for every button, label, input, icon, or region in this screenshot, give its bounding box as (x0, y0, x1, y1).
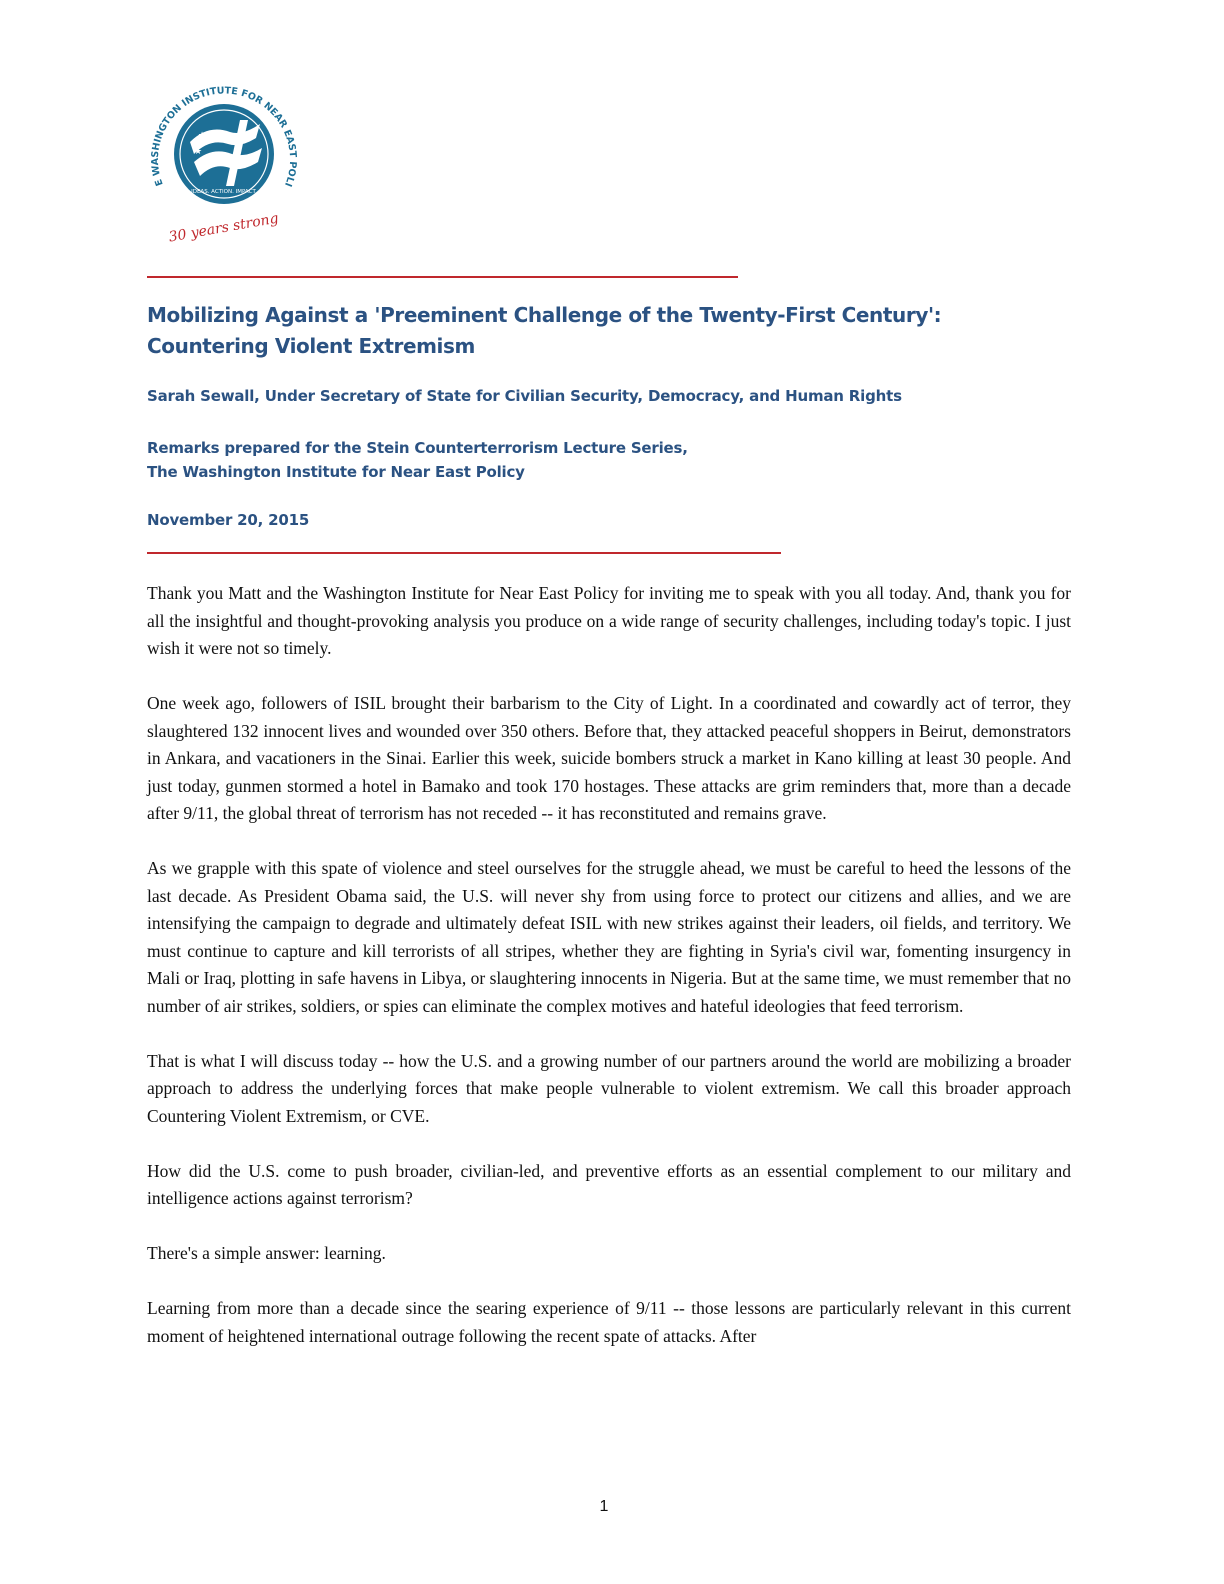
venue-block (147, 436, 688, 484)
speaker-line: Sarah Sewall, Under Secretary of State for Civilian Security, Democracy, and Human Rights (147, 387, 902, 405)
title-line-2: Countering Violent Extremism (147, 334, 475, 358)
paragraph: How did the U.S. come to push broader, civilian-led, and preventive efforts as an essential complement to our military and intelligence actions against terrorism? (147, 1160, 1071, 1208)
paragraph: Learning from more than a decade since the searing experience of 9/11 -- those lessons are particularly relevant in this current moment of heightened international outrage following the recent spate of attacks. After (147, 1298, 1071, 1346)
logo-ring-text: E WASHINGTON INSTITUTE FOR NEAR EAST POLI (149, 85, 299, 189)
svg-text:★: ★ (198, 163, 207, 173)
paragraph: That is what I will discuss today -- how the U.S. and a growing number of our partners around the world are mobilizing a broader approach to address the underlying forces that make people vulnerable to violent extremism. We call this broader approach Countering Violent Extremism, or CVE. (147, 1050, 1071, 1126)
paragraph: Thank you Matt and the Washington Institute for Near East Policy for inviting me to speak with you all today. And, thank you for all the insightful and thought-provoking analysis you produce on a wide range of security challenges, including today's topic. I just wish it were not so timely. (147, 583, 1071, 658)
venue-line-2: The Washington Institute for Near East Policy (147, 463, 525, 481)
header-bottom-rule (147, 552, 781, 554)
institute-logo (138, 62, 310, 248)
paragraph: There's a simple answer: learning. (147, 1243, 386, 1263)
title-line-1: Mobilizing Against a 'Preeminent Challenge of the Twenty-First Century': (147, 303, 942, 327)
svg-text:★: ★ (194, 147, 203, 157)
paragraph: As we grapple with this spate of violence and steel ourselves for the struggle ahead, we must be careful to heed the lessons of the last decade. As President Obama said, the U.S. will never shy from using force to protect our citizens and allies, and we are intensifying the campaign to degrade and ultimately defeat ISIL with new strikes against their leaders, oil fields, and territory. We must continue to capture and kill terrorists of all stripes, whether they are fighting in Syria's civil war, fomenting insurgency in Mali or Iraq, plotting in safe havens in Libya, or slaughtering innocents in Nigeria. But at the same time, we must remember that no number of air strikes, soldiers, or spies can eliminate the complex motives and hateful ideologies that feed terrorism. (147, 858, 1071, 1016)
logo-anniversary: 30 years strong (167, 210, 280, 246)
paragraph: One week ago, followers of ISIL brought their barbarism to the City of Light. In a coordinated and cowardly act of terror, they slaughtered 132 innocent lives and wounded over 350 others. Before that, they attacked peaceful shoppers in Beirut, demonstrators in Ankara, and vacationers in the Sinai. Earlier this week, suicide bombers struck a market in Kano killing at least 30 people. And just today, gunmen stormed a hotel in Bamako and took 170 hostages. These attacks are grim reminders that, more than a decade after 9/11, the global threat of terrorism has not receded -- it has reconstituted and remains grave. (147, 693, 1071, 823)
washington-institute-seal-icon (138, 62, 310, 248)
document-title (147, 300, 1107, 362)
header-top-rule (147, 276, 738, 278)
venue-line-1: Remarks prepared for the Stein Counterterrorism Lecture Series, (147, 439, 688, 457)
document-date: November 20, 2015 (147, 511, 310, 529)
svg-text:★: ★ (198, 131, 207, 141)
page-number: 1 (599, 1498, 609, 1515)
logo-motto: IDEAS. ACTION. IMPACT. (191, 189, 257, 195)
speech-body (147, 580, 1071, 1378)
